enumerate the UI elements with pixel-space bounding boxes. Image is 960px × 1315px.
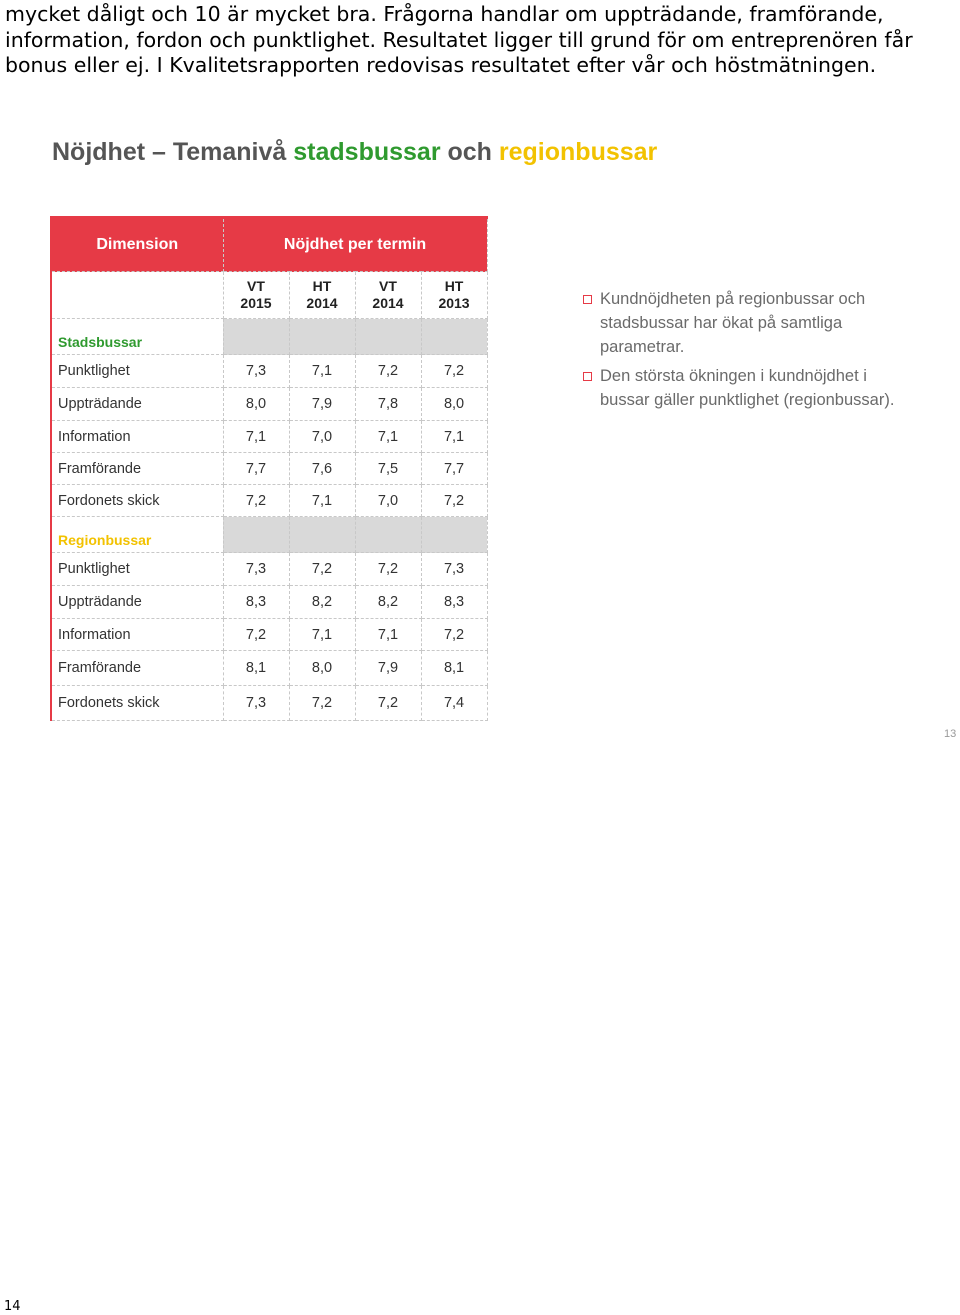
- cell-value: 7,3: [421, 553, 487, 586]
- slide-title: [52, 138, 657, 167]
- period-header: Nöjdhet per termin: [223, 218, 487, 272]
- checkbox-bullet-icon: [583, 372, 592, 381]
- cell-value: 7,2: [421, 485, 487, 517]
- intro-line: mycket dåligt och 10 är mycket bra. Frågorna handlar om uppträdande, framförande,: [5, 2, 884, 26]
- findings-list: [583, 287, 923, 417]
- cell-value: 7,3: [223, 553, 289, 586]
- table-row: [51, 388, 487, 421]
- table-row: [51, 619, 487, 651]
- title-and: och: [440, 138, 499, 166]
- table-row: [51, 686, 487, 721]
- row-label: Fordonets skick: [51, 686, 223, 721]
- cell-value: 7,2: [355, 355, 421, 388]
- term-header: [421, 272, 487, 319]
- cell-value: 7,8: [355, 388, 421, 421]
- table-row: [51, 421, 487, 453]
- cell-value: 7,3: [223, 686, 289, 721]
- finding-item: [583, 364, 923, 412]
- row-label: Information: [51, 421, 223, 453]
- cell-value: 7,7: [223, 453, 289, 485]
- cell-value: 7,1: [223, 421, 289, 453]
- term-year: 2014: [372, 295, 404, 311]
- cell-value: 7,1: [289, 355, 355, 388]
- cell-value: 8,0: [289, 651, 355, 686]
- satisfaction-table-container: [50, 216, 486, 721]
- cell-value: 7,1: [289, 485, 355, 517]
- row-label: Uppträdande: [51, 388, 223, 421]
- group-fill: [289, 517, 355, 553]
- slide-number: 13: [944, 728, 957, 740]
- table-row: [51, 355, 487, 388]
- cell-value: 7,1: [355, 421, 421, 453]
- finding-text: Den största ökningen i kundnöjdhet i: [600, 367, 867, 385]
- group-row-regionbussar: [51, 517, 487, 553]
- checkbox-bullet-icon: [583, 295, 592, 304]
- term-season: HT: [444, 278, 464, 294]
- term-season: HT: [312, 278, 332, 294]
- terms-empty-cell: [51, 272, 223, 319]
- row-label: Punktlighet: [51, 553, 223, 586]
- cell-value: 8,2: [289, 586, 355, 619]
- cell-value: 7,1: [421, 421, 487, 453]
- table-row: [51, 586, 487, 619]
- term-header: [223, 272, 289, 319]
- cell-value: 7,2: [289, 686, 355, 721]
- term-season: VT: [247, 278, 265, 294]
- title-city: stadsbussar: [293, 138, 441, 166]
- cell-value: 7,0: [289, 421, 355, 453]
- intro-line: bonus eller ej. I Kvalitetsrapporten redovisas resultatet efter vår och höstmätningen.: [5, 53, 877, 77]
- satisfaction-table: [50, 216, 488, 721]
- group-fill: [355, 319, 421, 355]
- cell-value: 8,3: [223, 586, 289, 619]
- group-fill: [223, 517, 289, 553]
- row-label: Uppträdande: [51, 586, 223, 619]
- finding-text: parametrar.: [600, 338, 685, 356]
- cell-value: 7,2: [355, 686, 421, 721]
- intro-line: information, fordon och punktlighet. Resultatet ligger till grund för om entreprenören får: [5, 27, 913, 52]
- cell-value: 7,2: [421, 619, 487, 651]
- cell-value: 7,2: [223, 485, 289, 517]
- cell-value: 8,1: [421, 651, 487, 686]
- cell-value: 7,9: [289, 388, 355, 421]
- row-label: Framförande: [51, 453, 223, 485]
- table-row: [51, 553, 487, 586]
- finding-text: bussar gäller punktlighet (regionbussar).: [600, 391, 895, 409]
- cell-value: 8,2: [355, 586, 421, 619]
- group-fill: [223, 319, 289, 355]
- cell-value: 7,2: [223, 619, 289, 651]
- term-year: 2014: [306, 295, 338, 311]
- cell-value: 7,3: [223, 355, 289, 388]
- term-year: 2015: [240, 295, 272, 311]
- table-row: [51, 485, 487, 517]
- cell-value: 8,0: [223, 388, 289, 421]
- cell-value: 7,2: [355, 553, 421, 586]
- group-row-stadsbussar: [51, 319, 487, 355]
- cell-value: 7,1: [355, 619, 421, 651]
- group-fill: [355, 517, 421, 553]
- cell-value: 7,7: [421, 453, 487, 485]
- row-label: Punktlighet: [51, 355, 223, 388]
- term-season: VT: [379, 278, 397, 294]
- term-header: [355, 272, 421, 319]
- table-row: [51, 651, 487, 686]
- cell-value: 7,1: [289, 619, 355, 651]
- finding-text: Kundnöjdheten på regionbussar och: [600, 290, 866, 308]
- row-label: Information: [51, 619, 223, 651]
- table-row: [51, 453, 487, 485]
- cell-value: 7,0: [355, 485, 421, 517]
- group-fill: [289, 319, 355, 355]
- group-label: Regionbussar: [51, 517, 223, 553]
- term-header: [289, 272, 355, 319]
- finding-text: stadsbussar har ökat på samtliga: [600, 314, 843, 332]
- intro-paragraph: [5, 2, 955, 79]
- term-year: 2013: [438, 295, 470, 311]
- page-number: 14: [4, 1299, 21, 1314]
- title-region: regionbussar: [498, 138, 658, 166]
- finding-item: [583, 287, 923, 359]
- cell-value: 7,2: [421, 355, 487, 388]
- title-prefix: Nöjdhet – Temanivå: [52, 138, 294, 166]
- cell-value: 7,2: [289, 553, 355, 586]
- cell-value: 8,3: [421, 586, 487, 619]
- cell-value: 8,1: [223, 651, 289, 686]
- terms-row: [51, 272, 487, 319]
- group-fill: [421, 517, 487, 553]
- dimension-header: Dimension: [51, 218, 223, 272]
- group-label: Stadsbussar: [51, 319, 223, 355]
- row-label: Framförande: [51, 651, 223, 686]
- group-fill: [421, 319, 487, 355]
- table-header-row: [51, 218, 487, 272]
- cell-value: 8,0: [421, 388, 487, 421]
- cell-value: 7,9: [355, 651, 421, 686]
- cell-value: 7,6: [289, 453, 355, 485]
- row-label: Fordonets skick: [51, 485, 223, 517]
- cell-value: 7,5: [355, 453, 421, 485]
- cell-value: 7,4: [421, 686, 487, 721]
